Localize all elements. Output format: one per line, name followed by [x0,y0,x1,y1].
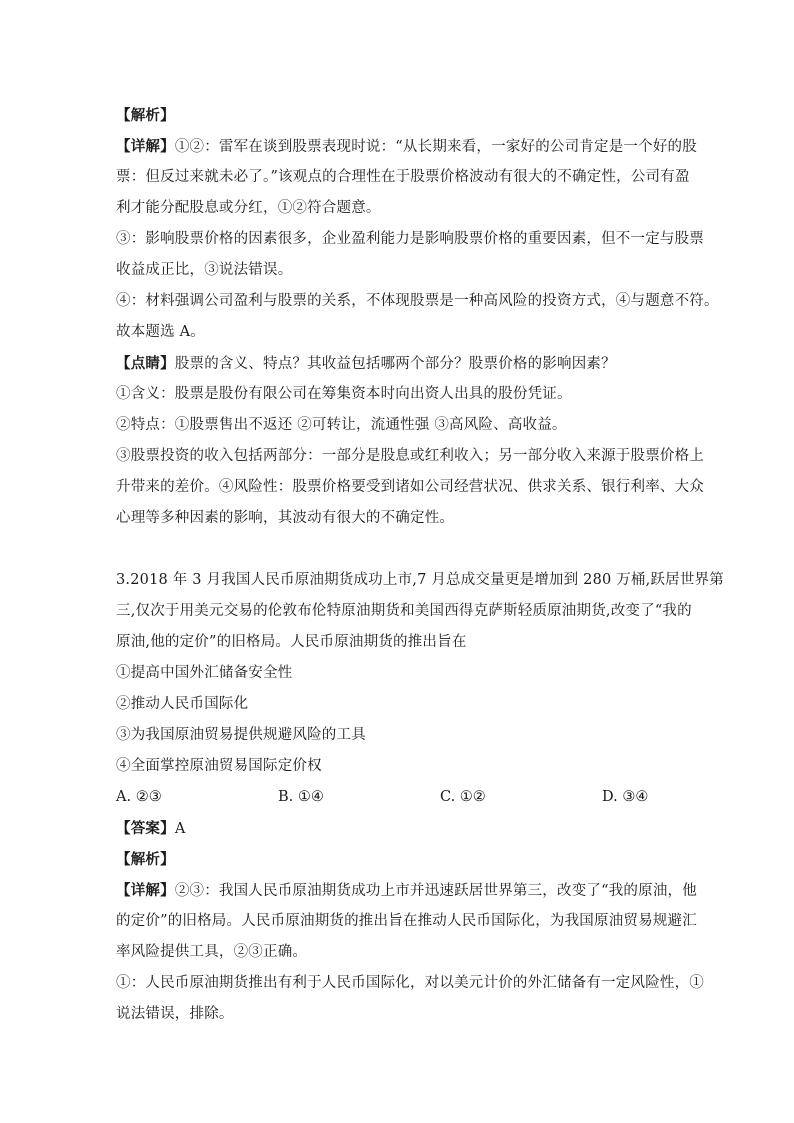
paragraph-line: 升带来的差价。④风险性：股票价格要受到诸如公司经营状况、供求关系、银行利率、大众 [116,479,704,495]
detail-paragraph-line [116,131,697,162]
answer-value: A [174,821,186,837]
paragraph-line: ①：人民币原油期货推出有利于人民币国际化，对以美元计价的外汇储备有一定风险性，① [116,975,704,991]
paragraph-line: ③股票投资的收入包括两部分：一部分是股息或红利收入；另一部分收入来源于股票价格上 [116,448,704,464]
paragraph-line: 心理等多种因素的影响，其波动有很大的不确定性。 [116,510,455,526]
pointer-label: 【点睛】 [116,355,175,372]
question-stem-line: 3.2018 年 3 月我国人民币原油期货成功上市,7 月总成交量更是增加到 280 万桶,跃居世界第 [116,572,724,588]
paragraph-line: ③：影响股票价格的因素很多，企业盈利能力是影响股票价格的重要因素，但不一定与股票 [116,231,704,247]
statement-item: ①提高中国外汇储备安全性 [116,665,293,681]
analysis-heading: 【解析】 [116,107,175,124]
spacer [116,534,684,565]
option-c: C. ①② [440,789,486,805]
question-stem-line: 原油,他的定价”的旧格局。人民币原油期货的推出旨在 [116,634,467,650]
detail-paragraph-line: 率风险提供工具，②③正确。 [116,944,308,960]
option-d: D. ③④ [602,789,649,805]
detail-paragraph-line: 票：但反过来就未必了。”该观点的合理性在于股票价格波动有很大的不确定性，公司有盈 [116,169,690,185]
detail-label: 【详解】 [116,882,175,899]
paragraph-line: ①含义：股票是股份有限公司在筹集资本时向出资人出具的股份凭证。 [116,386,572,402]
detail-paragraph-line [116,875,697,906]
paragraph-line: 收益成正比，③说法错误。 [116,262,293,278]
answer-label: 【答案】 [116,820,175,837]
detail-text: ①②：雷军在谈到股票表现时说：“从长期来看，一家好的公司肯定是一个好的股 [174,139,697,155]
paragraph-line: 故本题选 A。 [116,324,205,340]
detail-paragraph-line: 利才能分配股息或分红，①②符合题意。 [116,200,381,216]
paragraph-line: ④：材料强调公司盈利与股票的关系，不体现股票是一种高风险的投资方式，④与题意不符。 [116,293,719,309]
detail-paragraph-line: 的定价”的旧格局。人民币原油期货的推出旨在推动人民币国际化，为我国原油贸易规避汇 [116,913,697,929]
document-page [116,100,724,1030]
pointer-text: 股票的含义、特点？其收益包括哪两个部分？股票价格的影响因素？ [174,356,616,372]
option-a: A. ②③ [116,789,162,805]
question-stem-line: 三,仅次于用美元交易的伦敦布伦特原油期货和美国西得克萨斯轻质原油期货,改变了“我的 [116,603,692,619]
statement-item: ④全面掌控原油贸易国际定价权 [116,758,322,774]
paragraph-line: ②特点：①股票售出不返还 ②可转让，流通性强 ③高风险、高收益。 [116,417,567,433]
statement-item: ③为我国原油贸易提供规避风险的工具 [116,727,366,743]
answer-options [116,782,684,813]
detail-label: 【详解】 [116,138,175,155]
statement-item: ②推动人民币国际化 [116,696,249,712]
paragraph-line: 说法错误，排除。 [116,1006,234,1022]
answer-line [116,813,684,844]
analysis-heading: 【解析】 [116,851,175,868]
detail-text: ②③：我国人民币原油期货成功上市并迅速跃居世界第三，改变了“我的原油，他 [174,883,697,899]
pointer-line [116,348,684,379]
option-b: B. ①④ [278,789,324,805]
